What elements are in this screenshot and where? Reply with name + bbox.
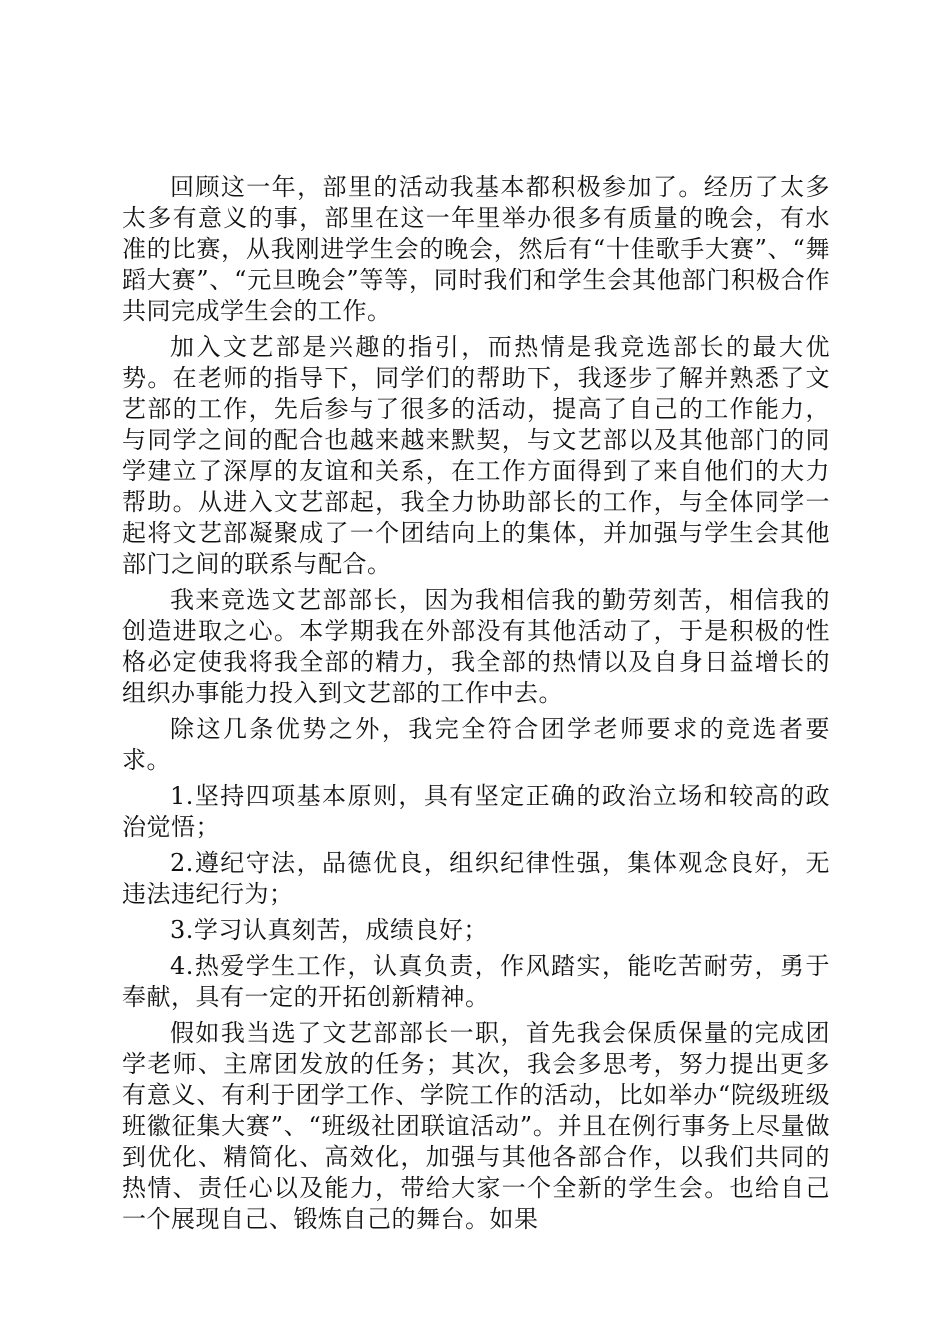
paragraph: 假如我当选了文艺部部长一职，首先我会保质保量的完成团学老师、主席团发放的任务；其次，我会多思考，努力提出更多有意义、有利于团学工作、学院工作的活动，比如举办“院级班级班徽征集大赛”、“班级社团联谊活动”。并且在例行事务上尽量做到优化、精简化、高效化，加强与其他各部合作，以我们共同的热情、责任心以及能力，带给大家一个全新的学生会。也给自己一个展现自己、锻炼自己的舞台。如果 <box>122 1019 830 1233</box>
list-item: 4.热爱学生工作，认真负责，作风踏实，能吃苦耐劳，勇于奉献，具有一定的开拓创新精神。 <box>122 952 830 1011</box>
list-item: 2.遵纪守法，品德优良，组织纪律性强，集体观念良好，无违法违纪行为； <box>122 849 830 908</box>
paragraph: 我来竞选文艺部部长，因为我相信我的勤劳刻苦，相信我的创造进取之心。本学期我在外部没有其他活动了，于是积极的性格必定使我将我全部的精力，我全部的热情以及自身日益增长的组织办事能力投入到文艺部的工作中去。 <box>122 586 830 707</box>
list-item: 3.学习认真刻苦，成绩良好； <box>170 916 488 944</box>
paragraph: 除这几条优势之外，我完全符合团学老师要求的竞选者要求。 <box>122 715 830 774</box>
document-body <box>122 172 830 1240</box>
paragraph: 回顾这一年，部里的活动我基本都积极参加了。经历了太多太多有意义的事，部里在这一年里举办很多有质量的晚会，有水准的比赛，从我刚进学生会的晚会，然后有“十佳歌手大赛”、“舞蹈大赛”、“元旦晚会”等等，同时我们和学生会其他部门积极合作共同完成学生会的工作。 <box>122 173 830 325</box>
list-item: 1.坚持四项基本原则，具有坚定正确的政治立场和较高的政治觉悟； <box>122 782 830 841</box>
paragraph: 加入文艺部是兴趣的指引，而热情是我竞选部长的最大优势。在老师的指导下，同学们的帮助下，我逐步了解并熟悉了文艺部的工作，先后参与了很多的活动，提高了自己的工作能力，与同学之间的配合也越来越来默契，与文艺部以及其他部门的同学建立了深厚的友谊和关系，在工作方面得到了来自他们的大力帮助。从进入文艺部起，我全力协助部长的工作，与全体同学一起将文艺部凝聚成了一个团结向上的集体，并加强与学生会其他部门之间的联系与配合。 <box>122 333 830 578</box>
